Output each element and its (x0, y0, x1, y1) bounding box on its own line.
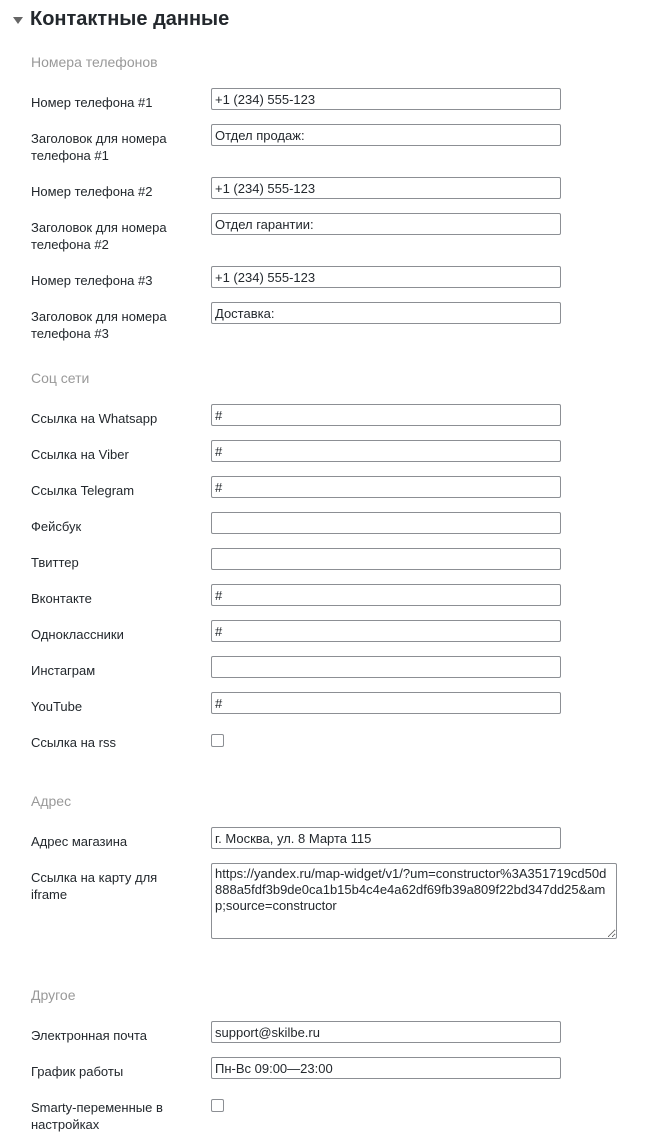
phone-1-title-label: Заголовок для номера телефона #1 (31, 131, 167, 163)
phone-2-input[interactable] (211, 177, 561, 199)
other-heading: Другое (31, 987, 76, 1003)
phones-heading: Номера телефонов (31, 54, 158, 70)
collapse-triangle-icon[interactable] (13, 17, 23, 24)
whatsapp-label: Ссылка на Whatsapp (31, 411, 158, 426)
phone-2-label: Номер телефона #2 (31, 184, 153, 199)
phone-3-input[interactable] (211, 266, 561, 288)
page-title: Контактные данные (30, 8, 230, 30)
section-toggle[interactable] (13, 9, 229, 29)
rss-checkbox[interactable] (211, 734, 224, 747)
working-hours-label: График работы (31, 1064, 124, 1079)
phone-2-title-label: Заголовок для номера телефона #2 (31, 220, 167, 252)
vkontakte-input[interactable] (211, 584, 561, 606)
facebook-input[interactable] (211, 512, 561, 534)
email-input[interactable] (211, 1021, 561, 1043)
instagram-input[interactable] (211, 656, 561, 678)
twitter-label: Твиттер (31, 555, 79, 570)
telegram-input[interactable] (211, 476, 561, 498)
phone-1-title-input[interactable] (211, 124, 561, 146)
social-heading: Соц сети (31, 370, 90, 386)
phone-3-title-label: Заголовок для номера телефона #3 (31, 309, 167, 341)
phone-3-title-input[interactable] (211, 302, 561, 324)
phone-1-label: Номер телефона #1 (31, 95, 153, 110)
instagram-label: Инстаграм (31, 663, 96, 678)
vkontakte-label: Вконтакте (31, 591, 92, 606)
viber-input[interactable] (211, 440, 561, 462)
map-iframe-label: Ссылка на карту для iframe (31, 870, 158, 902)
youtube-input[interactable] (211, 692, 561, 714)
youtube-label: YouTube (31, 699, 83, 714)
map-iframe-textarea[interactable] (211, 863, 617, 939)
shop-address-label: Адрес магазина (31, 834, 128, 849)
whatsapp-input[interactable] (211, 404, 561, 426)
email-label: Электронная почта (31, 1028, 148, 1043)
smarty-variables-label: Smarty-переменные в настройках (31, 1100, 163, 1132)
phone-3-label: Номер телефона #3 (31, 273, 153, 288)
odnoklassniki-input[interactable] (211, 620, 561, 642)
working-hours-input[interactable] (211, 1057, 561, 1079)
address-heading: Адрес (31, 793, 72, 809)
twitter-input[interactable] (211, 548, 561, 570)
viber-label: Ссылка на Viber (31, 447, 129, 462)
facebook-label: Фейсбук (31, 519, 82, 534)
smarty-variables-checkbox[interactable] (211, 1099, 224, 1112)
odnoklassniki-label: Одноклассники (31, 627, 124, 642)
phone-1-input[interactable] (211, 88, 561, 110)
rss-label: Ссылка на rss (31, 735, 116, 750)
phone-2-title-input[interactable] (211, 213, 561, 235)
telegram-label: Ссылка Telegram (31, 483, 135, 498)
shop-address-input[interactable] (211, 827, 561, 849)
